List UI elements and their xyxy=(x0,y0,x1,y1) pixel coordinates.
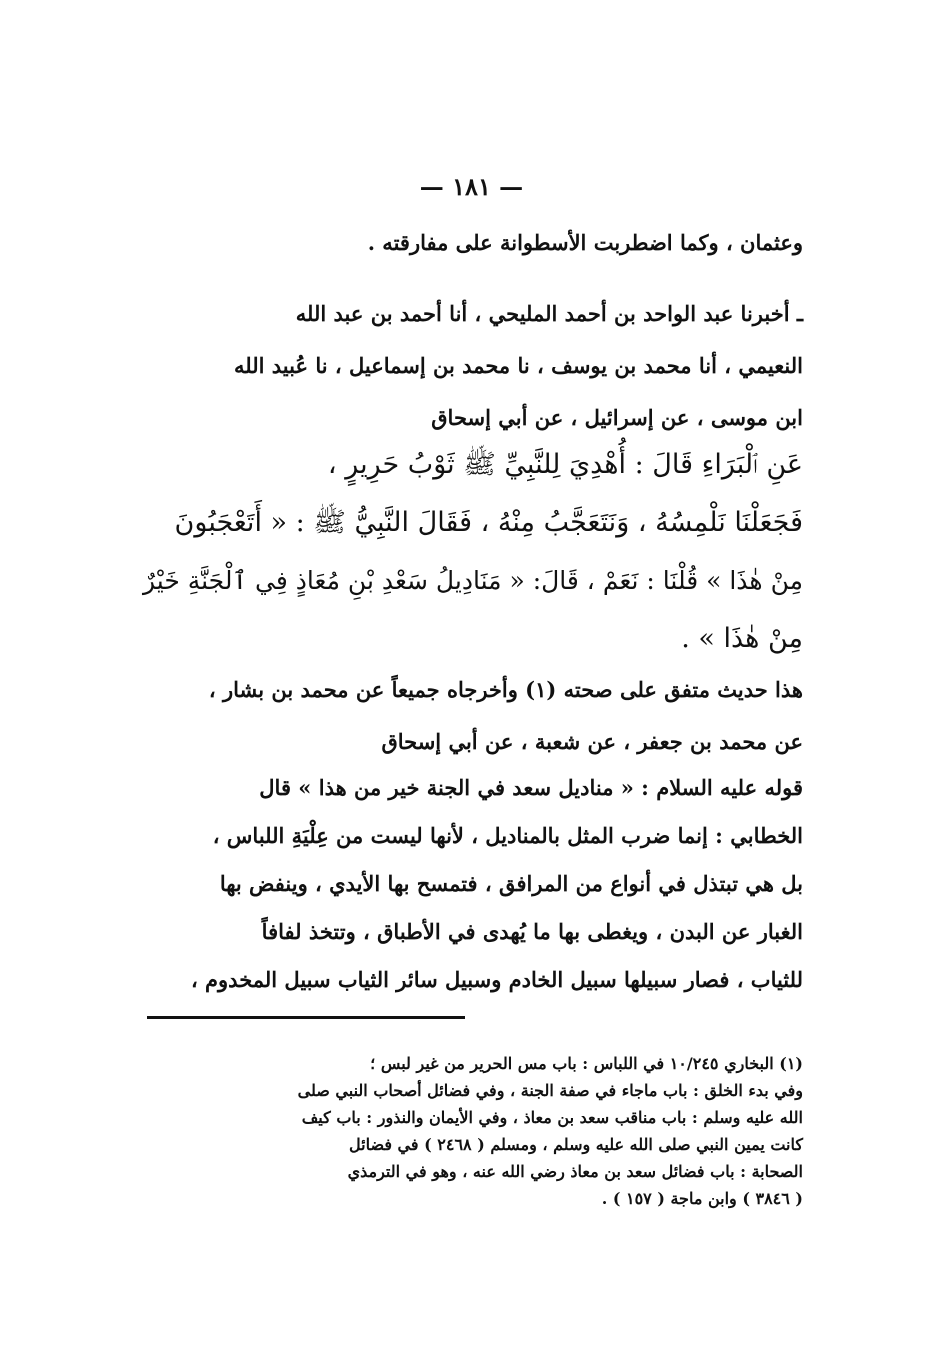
hadith-line: مِنْ هٰذَا » . xyxy=(681,623,803,654)
footnote-line: كانت يمين النبي صلى الله عليه وسلم ، ومسلم ( ٢٤٦٨ ) في فضائل xyxy=(349,1135,803,1154)
text-line: الخطابي : إنما ضرب المثل بالمناديل ، لأنها ليست من عِلْيَةِ اللباس ، xyxy=(212,823,803,848)
authentication-paragraph xyxy=(131,664,803,768)
text-line: للثياب ، فصار سبيلها سبيل الخادم وسبيل سائر الثياب سبيل المخدوم ، xyxy=(190,967,803,992)
text-line: بل هي تبتذل في أنواع من المرافق ، فتمسح بها الأيدي ، وينفض بها xyxy=(219,871,803,896)
text-line: قوله عليه السلام : « مناديل سعد في الجنة خير من هذا » قال xyxy=(259,775,803,800)
hadith-line: فَجَعَلْنَا نَلْمِسُهُ ، وَنَتَعَجَّبُ مِنْهُ ، فَقَالَ النَّبِيُّ ﷺ : « أَتَعْجَبُونَ xyxy=(174,507,803,538)
page-number: — ١٨١ — xyxy=(419,172,524,201)
isnad-paragraph xyxy=(131,288,803,444)
hadith-text xyxy=(131,436,803,668)
hadith-line: عَنِ ٱلْبَرَاءِ قَالَ : أُهْدِيَ لِلنَّبِيِّ ﷺ ثَوْبُ حَرِيرٍ ، xyxy=(327,449,803,480)
text-line: ـ أخبرنا عبد الواحد بن أحمد المليحي ، أنا أحمد بن عبد الله xyxy=(295,301,803,326)
text-line: الغبار عن البدن ، ويغطى بها ما يُهدى في الأطباق ، وتتخذ لفافاً xyxy=(261,919,803,944)
footnote-line: الصحابة : باب فضائل سعد بن معاذ رضي الله عنه ، وهو في الترمذي xyxy=(347,1162,803,1181)
footnote-line: الله عليه وسلم : باب مناقب سعد بن معاذ ، وفي الأيمان والنذور : باب كيف xyxy=(301,1108,803,1127)
commentary-paragraph xyxy=(131,764,803,1004)
text-line: وعثمان ، وكما اضطربت الأسطوانة على مفارقته . xyxy=(367,230,803,255)
footnote-line: (١) البخاري ١٠/٢٤٥ في اللباس : باب مس الحرير من غير لبس ؛ xyxy=(370,1054,803,1073)
footnote-line: ( ٣٨٤٦ ) وابن ماجة ( ١٥٧ ) . xyxy=(601,1189,803,1208)
text-line: النعيمي ، أنا محمد بن يوسف ، نا محمد بن إسماعيل ، نا عُبيد الله xyxy=(234,353,803,378)
text-line: ابن موسى ، عن إسرائيل ، عن أبي إسحاق xyxy=(431,405,803,430)
footnote-divider xyxy=(147,1016,465,1019)
text-line: عن محمد بن جعفر ، عن شعبة ، عن أبي إسحاق xyxy=(381,729,803,754)
text-line: هذا حديث متفق على صحته (١) وأخرجاه جميعاً عن محمد بن بشار ، xyxy=(208,677,803,702)
footnote-line: وفي بدء الخلق : باب ماجاء في صفة الجنة ، وفي فضائل أصحاب النبي صلى xyxy=(297,1081,803,1100)
footnote xyxy=(131,1050,803,1212)
hadith-line: مِنْ هٰذَا » قُلْنَا : نَعَمْ ، قَالَ: « مَنَادِيلُ سَعْدِ بْنِ مُعَاذٍ فِي ٱلْجَنَّةِ خَيْرٌ xyxy=(143,566,803,595)
intro-paragraph xyxy=(131,226,803,260)
